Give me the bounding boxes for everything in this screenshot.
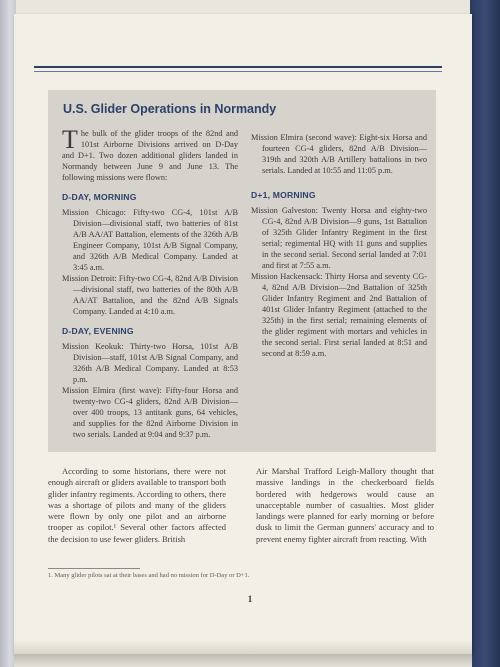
mission-galveston: Mission Galveston: Twenty Horsa and eighty-two CG-4, 82nd A/B Division—9 guns, 1st Battalion of 325th Glider Infantry Regiment in the first serial; regimental HQ with 11 guns and supplies in the second serial. Second serial landed at 7:01 and first at 7:55 a.m.	[251, 206, 427, 270]
footnote: 1. Many glider pilots sat at their bases and had no mission for D-Day or D+1.	[48, 572, 250, 579]
mission-elmira-second-wave: Mission Elmira (second wave): Eight-six Horsa and fourteen CG-4 gliders, 82nd A/B Division—319th and 320th A/B Artillery battalions in two serials. Landed at 10:55 and 11:05 p.m.	[251, 133, 427, 175]
page-bottom-shadow	[14, 654, 472, 667]
footnote-rule	[48, 568, 140, 569]
heading-dday-morning: D-DAY, MORNING	[62, 192, 137, 202]
sidebar-title: U.S. Glider Operations in Normandy	[63, 102, 277, 116]
header-rule-thin	[34, 71, 442, 72]
sidebar-intro	[62, 125, 238, 183]
header-rule	[34, 66, 442, 68]
sidebar-box	[48, 90, 436, 452]
sidebar-column-left	[62, 125, 238, 439]
sidebar-intro-text: he bulk of the glider troops of the 82nd and 101st Airborne Divisions arrived on D-Day and D+1. Two dozen additional gliders landed in Normandy between June 9 and June 13. The following missions were flown:	[62, 129, 238, 182]
heading-d1-morning: D+1, MORNING	[251, 190, 316, 200]
mission-detroit: Mission Detroit: Fifty-two CG-4, 82nd A/B Division—divisional staff, two batteries of the 80th A/B AA/AT Battalion, and the 82nd A/B Signals Company. Landed at 4:10 a.m.	[62, 274, 238, 316]
page-shade	[14, 640, 472, 654]
body-paragraph-left: According to some historians, there were not enough aircraft or gliders available to transport both glider infantry regiments. According to others, there was a shortage of pilots and many of the gliders were flown by only one pilot and an airborne trooper as copilot.¹ Several other factors affected the decision to use fewer gliders. British	[48, 466, 226, 544]
book-cover-edge	[470, 0, 500, 667]
mission-keokuk: Mission Keokuk: Thirty-two Horsa, 101st A/B Division—staff, 101st A/B Signal Company, and 326th A/B Medical Company. Landed at 8:53 p.m.	[62, 342, 238, 384]
body-paragraph-right: Air Marshal Trafford Leigh-Mallory thought that massive landings in the checkerboard fields bordered with hedgerows would cause an unacceptable number of casualties. Most glider landings were planned for early morning or before dusk to limit the German gunners' accuracy and to prevent enemy fighter aircraft from reacting. With	[256, 466, 434, 544]
mission-elmira-first-wave: Mission Elmira (first wave): Fifty-four Horsa and twenty-two CG-4 gliders, 82nd A/B Division—over 400 troops, 13 antitank guns, 64 vehicles, and supplies for the 82nd Airborne Division in two serials. Landed at 9:04 and 9:37 p.m.	[62, 386, 238, 439]
page-number: 1	[247, 594, 253, 604]
body-column-left	[48, 466, 226, 545]
mission-chicago: Mission Chicago: Fifty-two CG-4, 101st A/B Division—divisional staff, two batteries of 81st A/B AA/AT Battalion, elements of the 326th A/B Engineer Company, 101st A/B Signal Company, and 326th A/B Medical Company. Landed at 3:45 a.m.	[62, 208, 238, 272]
heading-dday-evening: D-DAY, EVENING	[62, 326, 134, 336]
drop-cap: T	[62, 125, 78, 154]
mission-hackensack: Mission Hackensack: Thirty Horsa and seventy CG-4, 82nd A/B Division—2nd Battalion of 325th Glider Infantry Regiment and 2nd Battalion of 401st Glider Infantry Regiment (attached to the 325th) in the first serial; remaining elements of the glider regiment with mortars and vehicles in the second serial. First serial landed at 8:51 and second at 8:59 a.m.	[251, 272, 427, 358]
sidebar-column-right	[251, 132, 427, 359]
body-column-right	[256, 466, 434, 545]
